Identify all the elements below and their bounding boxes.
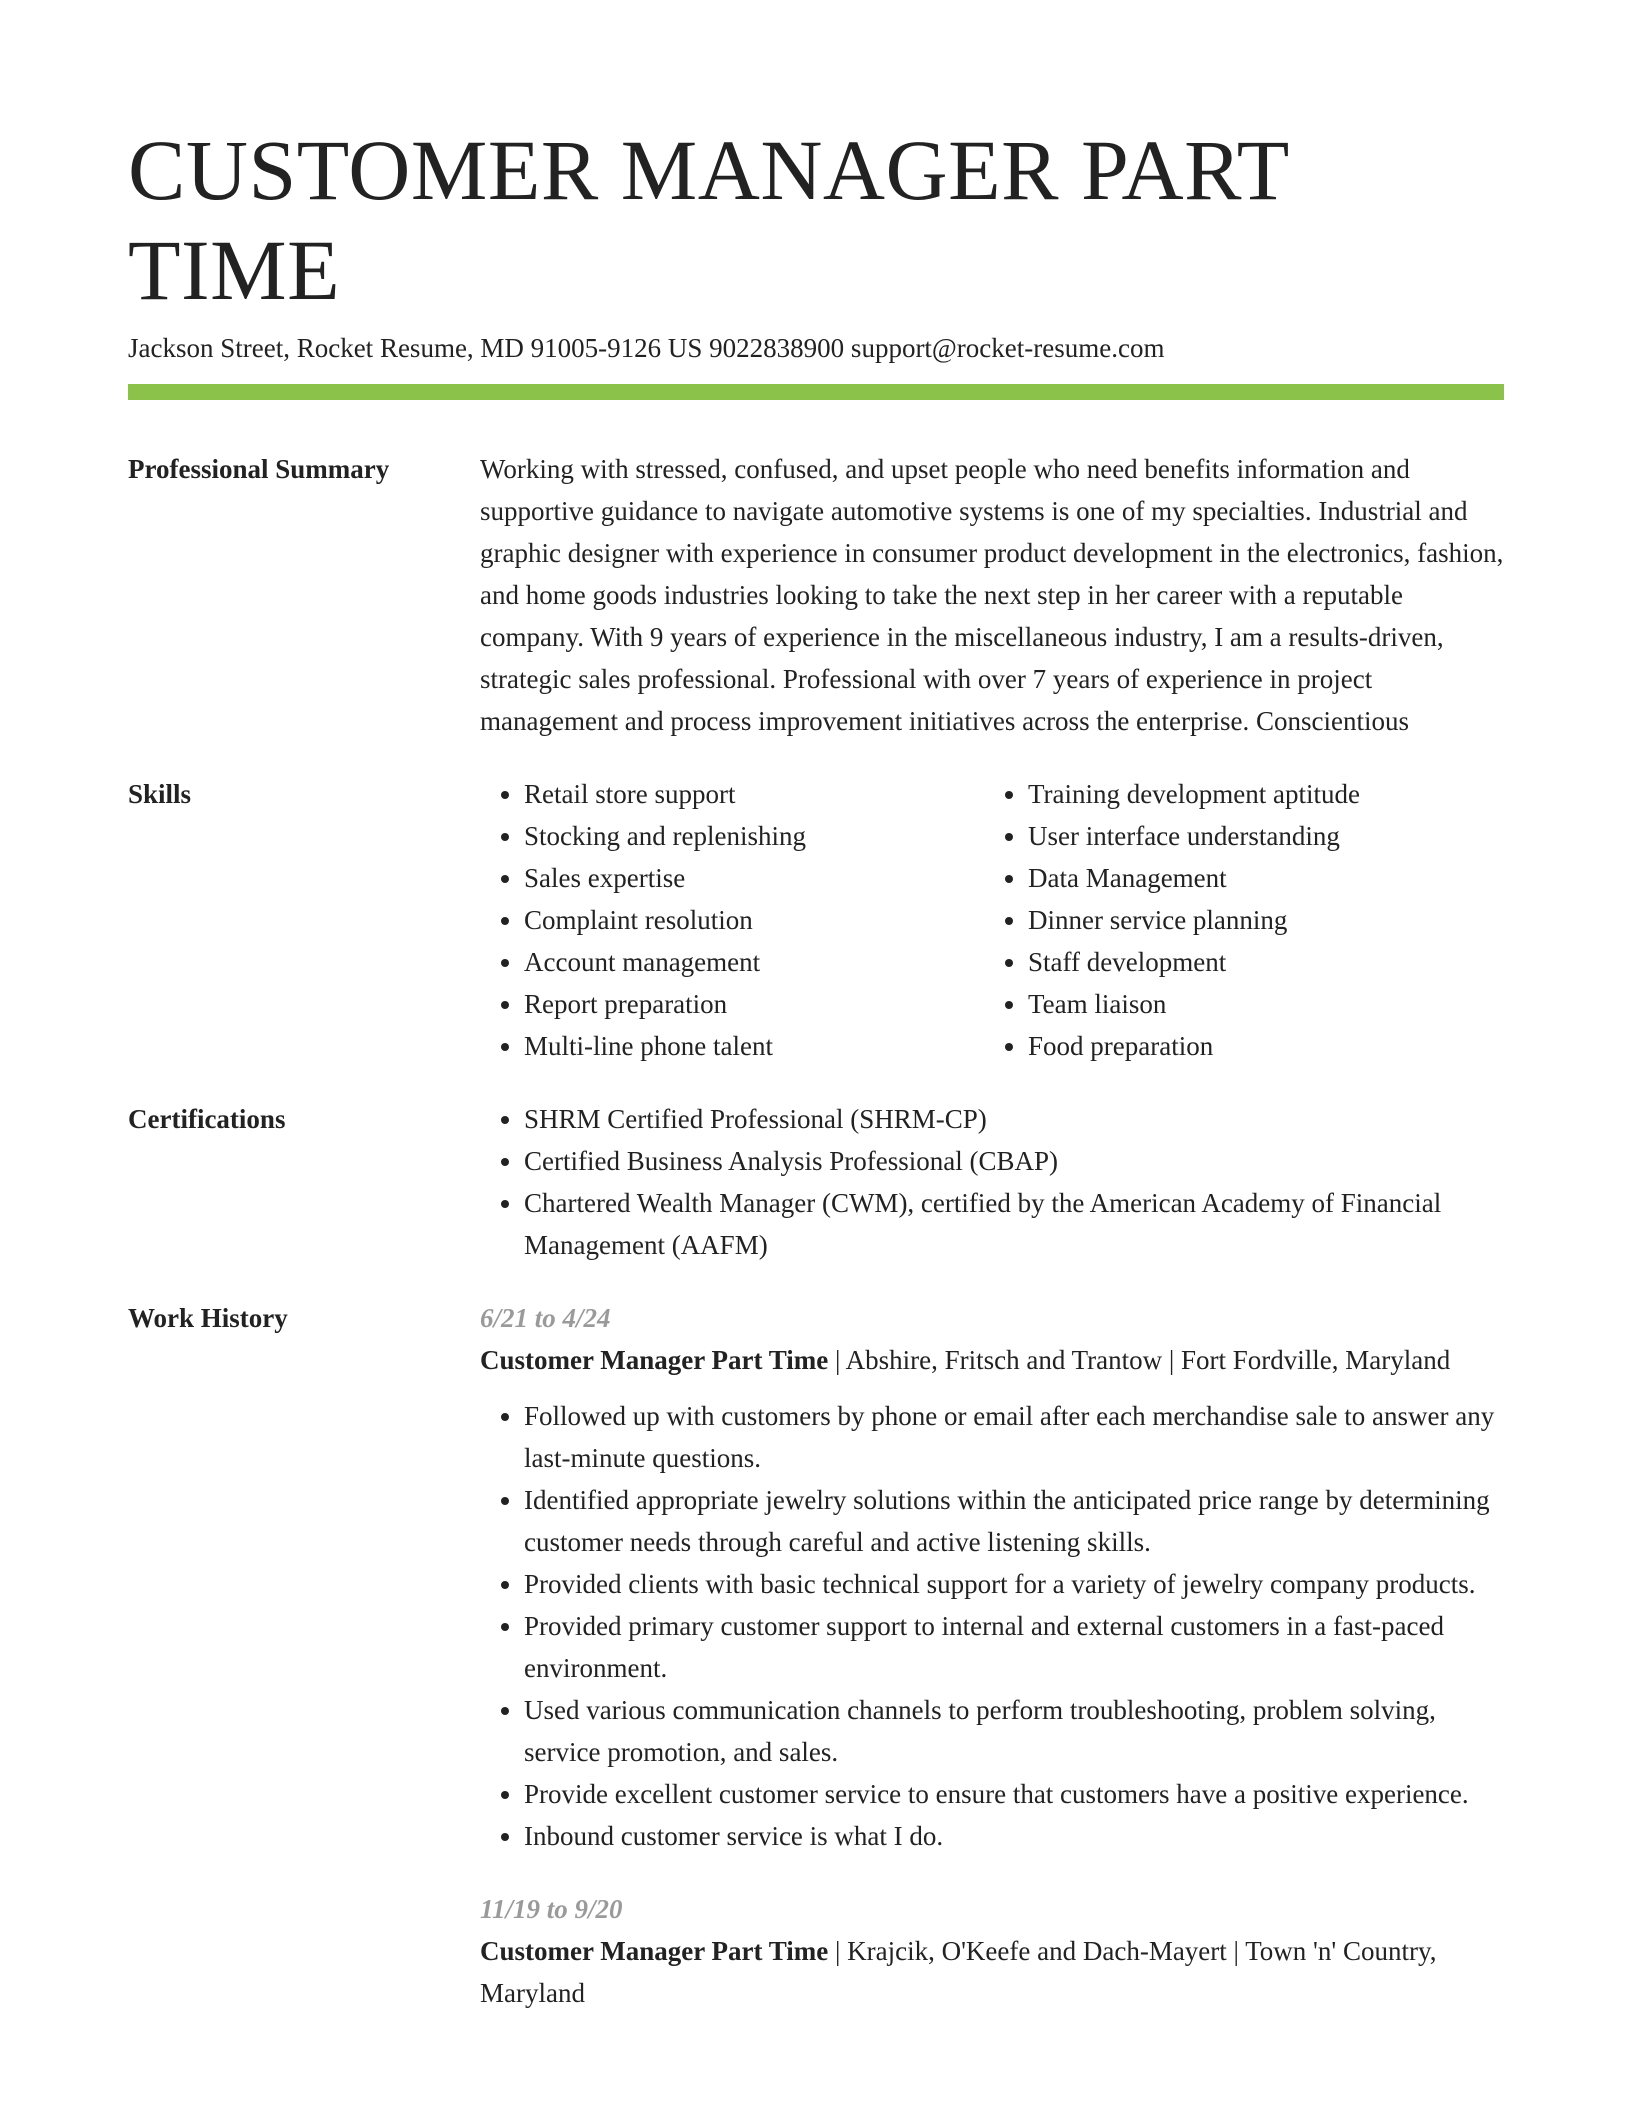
skill-item: • Report preparation — [524, 983, 984, 1025]
job-title: Customer Manager Part Time — [480, 1936, 829, 1966]
skill-item: • User interface understanding — [1028, 815, 1488, 857]
job-entry — [480, 1888, 1504, 2014]
job-bullet: • Identified appropriate jewelry solutions within the anticipated price range by determining customer needs through careful and active listening skills. — [524, 1479, 1504, 1563]
certifications-body — [480, 1098, 1504, 1266]
skill-item: • Team liaison — [1028, 983, 1488, 1025]
job-heading — [480, 1339, 1504, 1381]
job-title: Customer Manager Part Time — [480, 1345, 829, 1375]
job-bullet: • Inbound customer service is what I do. — [524, 1815, 1504, 1857]
accent-divider — [128, 384, 1504, 400]
skill-item: • Dinner service planning — [1028, 899, 1488, 941]
certification-item: • SHRM Certified Professional (SHRM-CP) — [524, 1098, 1504, 1140]
job-bullet: • Followed up with customers by phone or email after each merchandise sale to answer any last-minute questions. — [524, 1395, 1504, 1479]
skill-item: • Training development aptitude — [1028, 773, 1488, 815]
job-details: | Krajcik, O'Keefe and Dach-Mayert | Town 'n' Country, Maryland — [480, 1936, 1437, 2008]
skills-section — [128, 773, 1504, 1067]
skills-list-right — [984, 773, 1488, 1067]
job-bullets — [480, 1395, 1504, 1857]
job-dates: 6/21 to 4/24 — [480, 1303, 611, 1333]
work-history-section — [128, 1297, 1504, 2014]
resume-name: CUSTOMER MANAGER PART TIME — [128, 122, 1289, 318]
skill-item: • Data Management — [1028, 857, 1488, 899]
resume-page — [128, 120, 1504, 2014]
certifications-section — [128, 1098, 1504, 1266]
certifications-list — [480, 1098, 1504, 1266]
job-details: | Abshire, Fritsch and Trantow | Fort Fordville, Maryland — [828, 1345, 1451, 1375]
skill-item: • Retail store support — [524, 773, 984, 815]
skill-item: • Staff development — [1028, 941, 1488, 983]
skills-list-left — [480, 773, 984, 1067]
skills-grid — [480, 773, 1504, 1067]
summary-text: Working with stressed, confused, and upset people who need benefits information and supportive guidance to navigate automotive systems is one of my specialties. Industrial and graphic designer with experience in consumer product development in the electronics, fashion, and home goods industries looking to take the next step in her career with a reputable company. With 9 years of experience in the miscellaneous industry, I am a results-driven, strategic sales professional. Professional with over 7 years of experience in project management and process improvement initiatives across the enterprise. Conscientious — [480, 454, 1504, 736]
job-bullet: • Used various communication channels to perform troubleshooting, problem solving, service promotion, and sales. — [524, 1689, 1504, 1773]
work-history-label: Work History — [128, 1303, 288, 1333]
job-bullet: • Provided primary customer support to internal and external customers in a fast-paced environment. — [524, 1605, 1504, 1689]
skill-item: • Sales expertise — [524, 857, 984, 899]
skills-label: Skills — [128, 779, 192, 809]
job-dates: 11/19 to 9/20 — [480, 1894, 623, 1924]
job-heading — [480, 1930, 1504, 2014]
skill-item: • Account management — [524, 941, 984, 983]
job-entry — [480, 1297, 1504, 1857]
job-bullet: • Provided clients with basic technical support for a variety of jewelry company products. — [524, 1563, 1504, 1605]
certification-item: • Chartered Wealth Manager (CWM), certified by the American Academy of Financial Management (AAFM) — [524, 1182, 1504, 1266]
skill-item: • Stocking and replenishing — [524, 815, 984, 857]
skill-item: • Food preparation — [1028, 1025, 1488, 1067]
summary-label: Professional Summary — [128, 454, 390, 484]
certification-item: • Certified Business Analysis Professional (CBAP) — [524, 1140, 1504, 1182]
skill-item: • Multi-line phone talent — [524, 1025, 984, 1067]
skill-item: • Complaint resolution — [524, 899, 984, 941]
work-history-body — [480, 1297, 1504, 2014]
summary-section — [128, 448, 1504, 742]
job-bullet: • Provide excellent customer service to ensure that customers have a positive experience. — [524, 1773, 1504, 1815]
certifications-label: Certifications — [128, 1104, 286, 1134]
contact-line: Jackson Street, Rocket Resume, MD 91005-9126 US 9022838900 support@rocket-resume.com — [128, 333, 1165, 363]
